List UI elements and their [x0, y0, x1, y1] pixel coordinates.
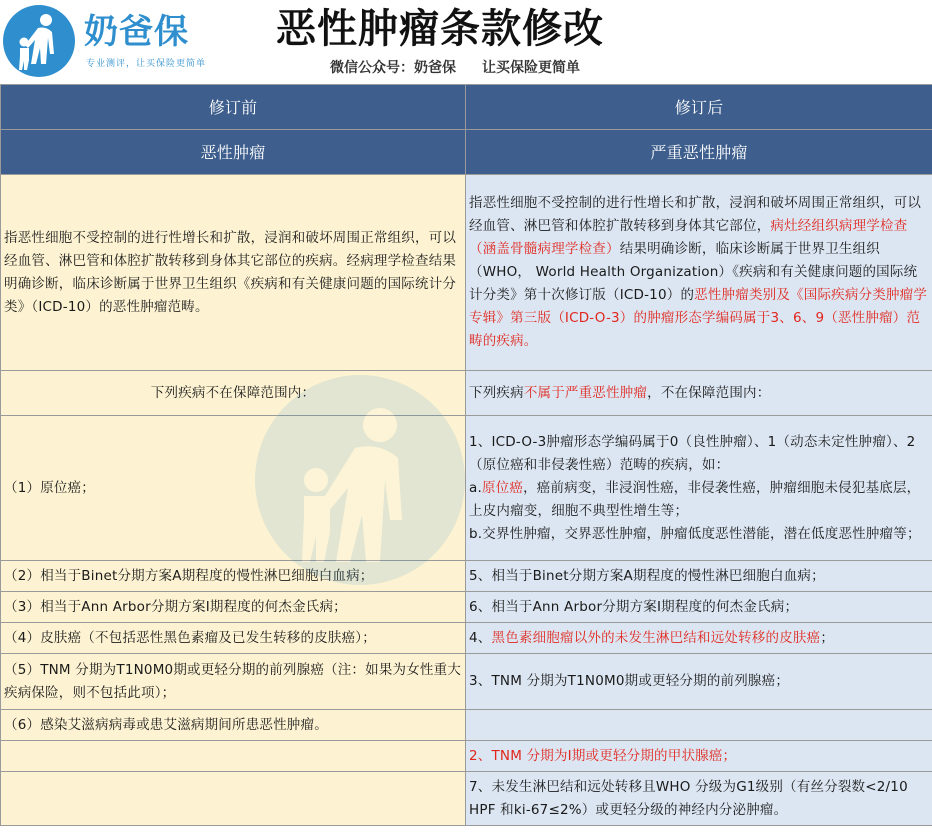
exclusion-4-after: [466, 623, 932, 654]
exclusions-intro-text: 下列疾病: [469, 384, 524, 401]
definition-after-text: 指恶性细胞不受控制的进行性增长和扩散，浸润和破坏周围正常组织，可以经血管、淋巴管和体腔扩散转移到身体其它部位，: [469, 195, 922, 234]
exclusion-8-after: 7、未发生淋巴结和远处转移且WHO 分级为G1级别（有丝分裂数<2/10 HPF 和ki-67≤2%）或更轻分级的神经内分泌肿瘤。: [466, 772, 932, 826]
comparison-table: [0, 84, 932, 826]
exclusion-4-before: （4）皮肤癌（不包括恶性黑色素瘤及已发生转移的皮肤癌）；: [1, 623, 466, 654]
exclusions-intro-after: [466, 371, 932, 416]
definition-after-highlight: 病灶经组织病理学检查（涵盖骨髓病理学检查）: [469, 218, 908, 257]
table-row: [1, 772, 932, 826]
table-row: [1, 710, 932, 741]
table-row: [1, 654, 932, 710]
definition-before: 指恶性细胞不受控制的进行性增长和扩散，浸润和破坏周围正常组织，可以经血管、淋巴管和体腔扩散转移到身体其它部位的疾病。经病理学检查结果明确诊断，临床诊断属于世界卫生组织《疾病和有关健康问题的国际统计分类》（ICD-10）的恶性肿瘤范畴。: [1, 175, 466, 371]
disease-name-before: 恶性肿瘤: [1, 130, 466, 175]
slogan: 让买保险更简单: [482, 60, 580, 76]
exclusion-7-after: 2、TNM 分期为Ⅰ期或更轻分期的甲状腺癌；: [466, 741, 932, 772]
exclusion-2-before: （2）相当于Binet分期方案A期程度的慢性淋巴细胞白血病；: [1, 561, 466, 592]
exclusion-1-text: 1、ICD-O-3肿瘤形态学编码属于0（良性肿瘤）、1（动态未定性肿瘤）、2（原位癌和非侵袭性癌）范畴的疾病，如：: [469, 433, 916, 473]
exclusion-6-before: （6）感染艾滋病病毒或患艾滋病期间所患恶性肿瘤。: [1, 710, 466, 741]
exclusion-6-after: [466, 710, 932, 741]
brand-tagline: 专业测评，让买保险更简单: [86, 59, 207, 69]
table-row: [1, 592, 932, 623]
table-row: [1, 416, 932, 561]
family-logo-icon: [2, 4, 76, 78]
table-row: [1, 741, 932, 772]
table-row: [1, 85, 932, 130]
exclusions-intro-highlight: 不属于严重恶性肿瘤: [523, 384, 648, 401]
table-row: [1, 561, 932, 592]
exclusion-4-text: ；: [820, 629, 835, 646]
exclusions-intro-before: 下列疾病不在保障范围内：: [1, 371, 466, 416]
definition-after: [466, 175, 932, 371]
exclusion-7-before: [1, 741, 466, 772]
definition-after-text: 结果明确诊断，临床诊断属于世界卫生组织（WHO， World Health Organization）《疾病和有关健康问题的国际统计分类》第十次修订版（ICD-10）的: [469, 241, 918, 303]
disease-name-after: 严重恶性肿瘤: [466, 130, 932, 175]
exclusion-5-before: （5）TNM 分期为T1N0M0期或更轻分期的前列腺癌（注：如果为女性重大疾病保险，则不包括此项）；: [1, 654, 466, 710]
column-header-after: 修订后: [466, 85, 932, 130]
exclusion-3-before: （3）相当于Ann Arbor分期方案Ⅰ期程度的何杰金氏病；: [1, 592, 466, 623]
exclusion-1-text: ，癌前病变，非浸润性癌，非侵袭性癌，肿瘤细胞未侵犯基底层，上皮内瘤变，细胞不典型性增生等；: [469, 479, 921, 519]
exclusions-intro-text: ，不在保障范围内：: [647, 384, 771, 401]
exclusion-5-after: 3、TNM 分期为T1N0M0期或更轻分期的前列腺癌；: [466, 654, 932, 710]
exclusion-1-before: （1）原位癌；: [1, 416, 466, 561]
brand-name: 奶爸保: [84, 12, 189, 52]
exclusion-1-text: a.: [469, 479, 482, 496]
definition-after-highlight: 恶性肿瘤类别及《国际疾病分类肿瘤学专辑》第三版（ICD-O-3）的肿瘤形态学编码属于3、6、9（恶性肿瘤）范畴的疾病。: [469, 287, 928, 349]
exclusion-1-text: b.交界性肿瘤，交界恶性肿瘤，肿瘤低度恶性潜能，潜在低度恶性肿瘤等；: [469, 525, 921, 542]
header: [0, 0, 932, 84]
exclusion-8-before: [1, 772, 466, 826]
exclusion-2-after: 5、相当于Binet分期方案A期程度的慢性淋巴细胞白血病；: [466, 561, 932, 592]
page-title: 恶性肿瘤条款修改: [276, 6, 604, 52]
exclusion-4-text: 4、: [469, 629, 492, 646]
wechat-label: 微信公众号：奶爸保: [330, 60, 456, 76]
exclusion-1-highlight: 原位癌: [481, 479, 524, 496]
subtitle: [330, 58, 580, 78]
exclusion-3-after: 6、相当于Ann Arbor分期方案Ⅰ期程度的何杰金氏病；: [466, 592, 932, 623]
column-header-before: 修订前: [1, 85, 466, 130]
table-row: [1, 371, 932, 416]
table-row: [1, 175, 932, 371]
exclusion-4-highlight: 黑色素细胞瘤以外的未发生淋巴结和远处转移的皮肤癌: [491, 629, 821, 646]
table-row: [1, 130, 932, 175]
table-row: [1, 623, 932, 654]
exclusion-1-after: [466, 416, 932, 561]
